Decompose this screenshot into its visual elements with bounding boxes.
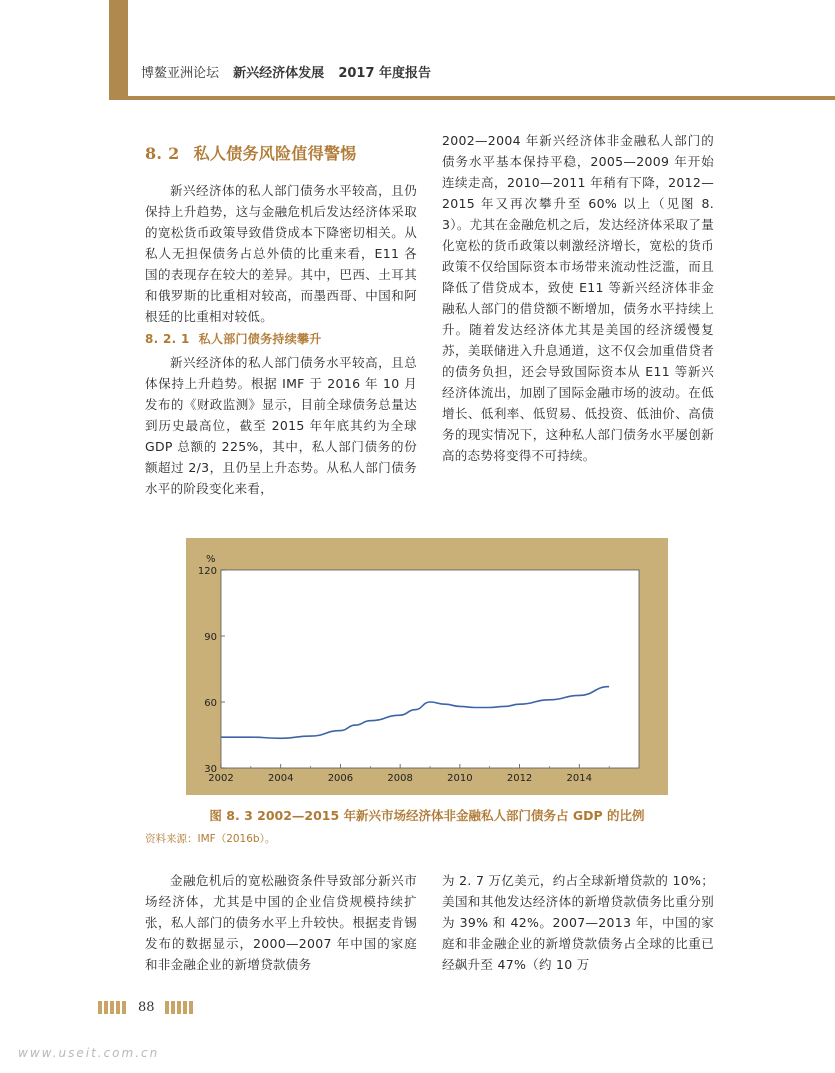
bottom-left-column [145, 870, 417, 975]
y-axis-unit: % [206, 554, 216, 565]
right-column [442, 130, 714, 466]
y-tick-label: 60 [204, 698, 217, 709]
x-tick-label: 2006 [327, 773, 354, 784]
bottom-right-column [442, 870, 714, 975]
figure-source: 资料来源：IMF（2016b）。 [145, 833, 276, 845]
running-head-report: 新兴经济体发展 [233, 66, 325, 81]
watermark: www.useit.com.cn [18, 1046, 160, 1060]
left-column [145, 143, 417, 499]
left-paragraph-2: 新兴经济体的私人部门债务水平较高，且总体保持上升趋势。根据 IMF 于 2016 年 10 月发布的《财政监测》显示，目前全球债务总量达到历史最高位，截至 2015 年年底其约为全球 GDP 总额的 225%，其中，私人部门债务的份额超过 2/3，且仍呈上升态势。从私人部门债务水平的阶段变化来看， [145, 355, 417, 496]
bottom-right-paragraph: 为 2. 7 万亿美元，约占全球新增贷款的 10%；美国和其他发达经济体的新增贷款债务比重分别为 39% 和 42%。2007—2013 年，中国的家庭和非金融企业的新增贷款债务占全球的比重已经飙升至 47%（约 10 万 [442, 873, 714, 972]
right-paragraph-1: 2002—2004 年新兴经济体非金融私人部门的债务水平基本保持平稳，2005—2009 年开始连续走高，2010—2011 年稍有下降，2012—2015 年又再次攀升至 60% 以上（见图 8. 3）。尤其在金融危机之后，发达经济体采取了量化宽松的货币政策以刺激经济增长，宽松的货币政策不仅给国际资本市场带来流动性泛滥，而且降低了借贷成本，致使 E11 等新兴经济体非金融私人部门的借贷额不断增加，债务水平持续上升。随着发达经济体尤其是美国的经济缓慢复苏，美联储进入升息通道，这不仅会加重借贷者的债务负担，还会导致国际资本从 E11 等新兴经济体流出，加剧了国际金融市场的波动。在低增长、低利率、低贸易、低投资、低油价、高债务的现实情况下，这种私人部门债务水平屡创新高的态势将变得不可持续。 [442, 133, 714, 463]
x-tick-label: 2008 [387, 773, 413, 784]
subsection-heading [145, 329, 417, 350]
page-number: 88 [138, 1000, 155, 1015]
section-title: 私人债务风险值得警惕 [193, 144, 357, 163]
running-head [141, 62, 431, 81]
section-heading [145, 143, 417, 164]
section-number: 8. 2 [145, 144, 180, 163]
x-tick-label: 2004 [267, 773, 294, 784]
running-head-forum: 博鳌亚洲论坛 [141, 66, 220, 81]
y-tick-label: 120 [197, 566, 217, 577]
figure-caption: 图 8. 3 2002—2015 年新兴市场经济体非金融私人部门债务占 GDP 的比例 [209, 808, 645, 823]
header-rule [128, 96, 835, 100]
footer-stripe-right [165, 1001, 195, 1014]
left-paragraph-1: 新兴经济体的私人部门债务水平较高，且仍保持上升趋势，这与金融危机后发达经济体采取的宽松货币政策导致借贷成本下降密切相关。从私人无担保债务占总外债的比重来看，E11 各国的表现存在较大的差异。其中，巴西、土耳其和俄罗斯的比重相对较高，而墨西哥、中国和阿根廷的比重相对较低。 [145, 183, 417, 324]
y-tick-label: 90 [204, 632, 217, 643]
header-accent-bar [109, 0, 128, 100]
running-head-year: 2017 年度报告 [338, 66, 432, 81]
y-tick-label: 30 [204, 764, 217, 775]
chart-frame [186, 538, 668, 795]
subsection-number: 8. 2. 1 [145, 332, 190, 346]
subsection-title: 私人部门债务持续攀升 [198, 332, 322, 346]
footer-stripe-left [98, 1001, 128, 1014]
debt-ratio-chart [186, 538, 668, 795]
x-tick-label: 2010 [447, 773, 473, 784]
bottom-left-paragraph: 金融危机后的宽松融资条件导致部分新兴市场经济体，尤其是中国的企业信贷规模持续扩张，私人部门的债务水平上升较快。根据麦肯锡发布的数据显示，2000—2007 年中国的家庭和非金融企业的新增贷款债务 [145, 873, 417, 972]
x-tick-label: 2012 [506, 773, 533, 784]
x-tick-label: 2002 [208, 773, 234, 784]
x-tick-label: 2014 [566, 773, 593, 784]
page-footer [98, 1000, 195, 1015]
